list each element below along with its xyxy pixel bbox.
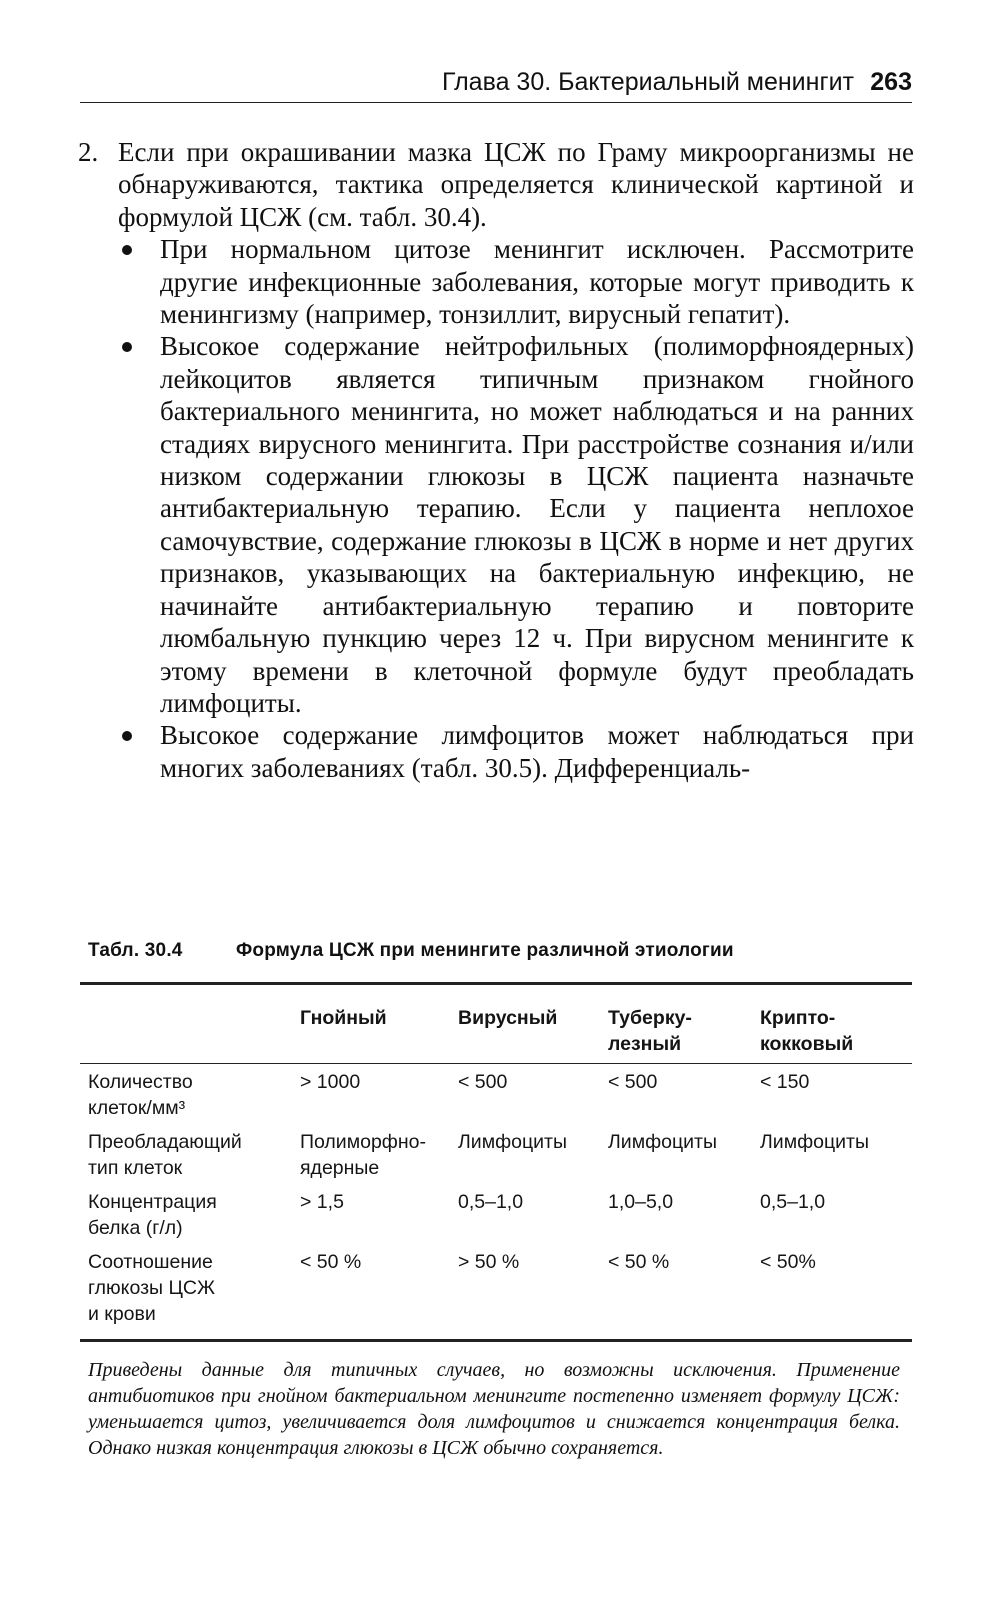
- column-header: Гнойный: [300, 1007, 387, 1029]
- running-header: [80, 62, 912, 103]
- row-label: Соотношение глюкозы ЦСЖ и крови: [88, 1251, 215, 1325]
- table-cell: Лимфоциты: [458, 1131, 567, 1153]
- chapter-title: Глава 30. Бактериальный менингит: [441, 68, 854, 96]
- table-cell: > 50 %: [458, 1251, 520, 1273]
- table-title: Формула ЦСЖ при менингите различной этиологии: [236, 940, 734, 961]
- row-label: Преобладающий тип клеток: [88, 1131, 242, 1179]
- column-header: Вирусный: [458, 1007, 558, 1029]
- table-cell: < 500: [608, 1071, 658, 1093]
- bullet-icon: [122, 342, 132, 352]
- table-cell: < 50 %: [608, 1251, 670, 1273]
- bullet-icon: [122, 245, 132, 255]
- table-cell: 0,5–1,0: [458, 1191, 524, 1213]
- table-cell: < 500: [458, 1071, 508, 1093]
- table-header-row: [80, 985, 912, 1064]
- page-number: 263: [870, 68, 912, 96]
- table-cell: > 1000: [300, 1071, 361, 1093]
- column-header: [80, 985, 292, 1064]
- table-cell: Лимфоциты: [760, 1131, 869, 1153]
- numbered-item: [78, 136, 914, 233]
- row-label: Количество клеток/мм³: [88, 1071, 193, 1119]
- table-cell: Полиморфно- ядерные: [300, 1131, 426, 1179]
- bullet-item: [78, 719, 914, 784]
- item-text: Если при окрашивании мазка ЦСЖ по Граму микроорганизмы не обнаруживаются, тактика определяется клинической картиной и формулой ЦСЖ (см. табл. 30.4).: [118, 137, 914, 232]
- table-row: [80, 1064, 912, 1125]
- body-text: [78, 136, 914, 784]
- bullet-item: [78, 330, 914, 719]
- row-label: Концентрация белка (г/л): [88, 1191, 217, 1239]
- bullet-text: Высокое содержание нейтрофильных (полиморфноядерных) лейкоцитов является типичным признаком гнойного бактериального менингита, но может наблюдаться и на ранних стадиях вирусного менингита. При расстройстве сознания и/или низком содержании глюкозы в ЦСЖ пациента назначьте антибактериальную терапию. Если у пациента неплохое самочувствие, содержание глюкозы в ЦСЖ в норме и нет других признаков, указывающих на бактериальную инфекцию, не начинайте антибактериальную терапию и повторите люмбальную пункцию через 12 ч. При вирусном менингите к этому времени в клеточной формуле будут преобладать лимфоциты.: [160, 331, 914, 718]
- bullet-item: [78, 233, 914, 330]
- data-table: [80, 985, 912, 1339]
- item-number: 2.: [78, 137, 99, 167]
- column-header: Крипто- кокковый: [760, 1007, 854, 1055]
- csf-table: [80, 982, 912, 1342]
- bullet-text: При нормальном цитозе менингит исключен. Рассмотрите другие инфекционные заболевания, которые могут приводить к менингизму (например, тонзиллит, вирусный гепатит).: [160, 234, 914, 330]
- table-row: [80, 1124, 912, 1184]
- bullet-icon: [122, 731, 132, 741]
- table-footnote: Приведены данные для типичных случаев, но возможны исключения. Применение антибиотиков при гнойном бактериальном менингите постепенно изменяет формулу ЦСЖ: уменьшается цитоз, увеличивается доля лимфоцитов и снижается концентрация белка. Однако низкая концентрация глюкозы в ЦСЖ обычно сохраняется.: [88, 1359, 900, 1459]
- column-header: Туберку- лезный: [608, 1007, 692, 1055]
- table-cell: > 1,5: [300, 1191, 344, 1213]
- table-row: [80, 1184, 912, 1244]
- table-cell: Лимфоциты: [608, 1131, 717, 1153]
- table-cell: < 50 %: [300, 1251, 362, 1273]
- bullet-text: Высокое содержание лимфоцитов может наблюдаться при многих заболеваниях (табл. 30.5). Дифференциаль-: [160, 720, 914, 783]
- table-caption: [88, 940, 908, 962]
- table-row: [80, 1244, 912, 1339]
- table-cell: 1,0–5,0: [608, 1191, 674, 1213]
- table-cell: 0,5–1,0: [760, 1191, 826, 1213]
- table-cell: < 50%: [760, 1251, 816, 1273]
- table-number: Табл. 30.4: [88, 940, 183, 961]
- table-cell: < 150: [760, 1071, 810, 1093]
